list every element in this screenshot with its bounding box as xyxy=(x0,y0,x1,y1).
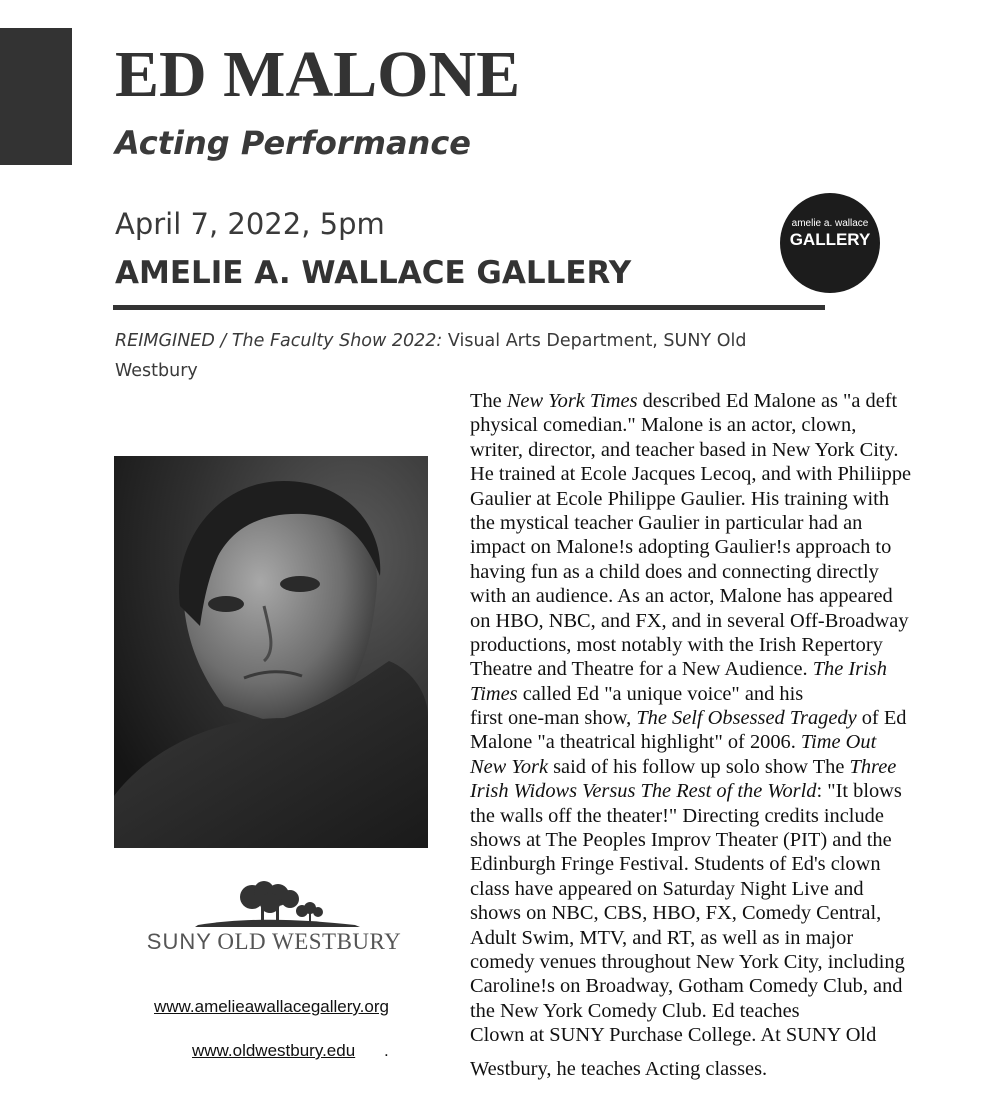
bio-text: Edinburgh Fringe Festival. Students of Ed's clown xyxy=(470,853,881,876)
gallery-logo-line2: GALLERY xyxy=(789,230,871,249)
bio-line xyxy=(470,974,950,998)
bio-line xyxy=(470,682,950,706)
bio-italic-title: The Irish xyxy=(812,658,887,681)
bio-line xyxy=(470,706,950,730)
bio-line xyxy=(470,901,950,925)
gallery-website-link[interactable]: www.amelieawallacegallery.org xyxy=(154,997,389,1016)
bio-line xyxy=(470,487,950,511)
bio-line xyxy=(470,438,950,462)
bio-text: shows at The Peoples Improv Theater (PIT) and the xyxy=(470,829,892,852)
bio-italic-title: New York xyxy=(470,755,548,778)
bio-italic-title: Three xyxy=(849,755,897,778)
bio-line xyxy=(470,535,950,559)
bio-line xyxy=(470,1057,950,1081)
bio-text: class have appeared on Saturday Night Live and xyxy=(470,877,864,900)
bio-italic-title: Times xyxy=(470,682,518,705)
bio-text: impact on Malone!s adopting Gaulier!s approach to xyxy=(470,536,892,559)
portrait-photo xyxy=(114,456,428,848)
bio-line xyxy=(470,1023,950,1047)
show-info xyxy=(115,326,815,386)
bio-text: Adult Swim, MTV, and RT, as well as in major xyxy=(470,926,854,949)
college-link-period: . xyxy=(384,1041,389,1060)
event-venue: AMELIE A. WALLACE GALLERY xyxy=(115,255,632,291)
bio-text: said of his follow up solo show The xyxy=(548,755,850,778)
bio-line xyxy=(470,755,950,779)
bio-line xyxy=(470,779,950,803)
bio-line xyxy=(470,657,950,681)
bio-italic-title: Irish Widows Versus The Rest of the World xyxy=(470,780,817,803)
bio-text: Clown at SUNY Purchase College. At SUNY Old xyxy=(470,1024,877,1047)
bio-line xyxy=(470,877,950,901)
bio-line xyxy=(470,926,950,950)
bio-line xyxy=(470,950,950,974)
bio-text: with an audience. As an actor, Malone has appeared xyxy=(470,585,893,608)
show-department: Visual Arts Department, SUNY Old Westbury xyxy=(115,331,747,381)
bio-text: the walls off the theater!" Directing credits include xyxy=(470,804,884,827)
bio-line xyxy=(470,828,950,852)
bio-line xyxy=(470,730,950,754)
bio-line xyxy=(470,413,950,437)
gallery-logo xyxy=(780,193,880,293)
bio-paragraph xyxy=(470,389,950,1081)
gallery-logo-line1: amelie a. wallace xyxy=(791,218,869,229)
bio-text: of Ed xyxy=(856,707,907,730)
bio-line xyxy=(470,389,950,413)
bio-text: comedy venues throughout New York City, including xyxy=(470,950,905,973)
bio-text: Westbury, he teaches Acting classes. xyxy=(470,1057,768,1080)
bio-text: described Ed Malone as "a deft xyxy=(637,390,898,412)
accent-bar xyxy=(0,28,72,165)
bio-text: Gaulier at Ecole Philippe Gaulier. His training with xyxy=(470,487,890,510)
bio-line xyxy=(470,560,950,584)
header-divider xyxy=(113,305,825,310)
bio-line xyxy=(470,999,950,1023)
bio-text: Theatre and Theatre for a New Audience. xyxy=(470,658,813,681)
bio-text: the New York Comedy Club. Ed teaches xyxy=(470,999,800,1022)
bio-line xyxy=(470,462,950,486)
bio-text: the mystical teacher Gaulier in particular had an xyxy=(470,511,863,534)
bio-text: : "It blows xyxy=(816,780,902,803)
bio-text: He trained at Ecole Jacques Lecoq, and with Philiippe xyxy=(470,463,912,486)
bio-text: productions, most notably with the Irish Repertory xyxy=(470,633,883,656)
bio-text: Caroline!s on Broadway, Gotham Comedy Club, and xyxy=(470,975,903,998)
bio-italic-title: The Self Obsessed Tragedy xyxy=(636,707,857,730)
bio-text: shows on NBC, CBS, HBO, FX, Comedy Central, xyxy=(470,902,882,925)
bio-line xyxy=(470,804,950,828)
bio-text: physical comedian." Malone is an actor, clown, xyxy=(470,414,857,437)
bio-text: The xyxy=(470,390,507,412)
old-westbury-text: OLD WESTBURY xyxy=(217,929,402,954)
bio-line xyxy=(470,633,950,657)
bio-line xyxy=(470,852,950,876)
bio-line xyxy=(470,511,950,535)
bio-text: having fun as a child does and connecting directly xyxy=(470,560,879,583)
show-title: REIMGINED / The Faculty Show 2022: xyxy=(115,331,443,351)
page-subtitle: Acting Performance xyxy=(115,124,471,162)
suny-wordmark xyxy=(143,928,405,956)
bio-text: on HBO, NBC, and FX, and in several Off-Broadway xyxy=(470,609,909,632)
bio-italic-title: New York Times xyxy=(506,390,638,412)
bio-line xyxy=(470,584,950,608)
bio-line xyxy=(470,609,950,633)
bio-italic-title: Time Out xyxy=(800,731,877,754)
suny-text: SUNY xyxy=(146,929,212,954)
bio-text: called Ed "a unique voice" and his xyxy=(517,682,804,705)
event-date: April 7, 2022, 5pm xyxy=(115,207,385,241)
college-website-link[interactable]: www.oldwestbury.edu xyxy=(192,1041,356,1060)
bio-text: Malone "a theatrical highlight" of 2006. xyxy=(470,731,801,754)
page-title: ED MALONE xyxy=(115,38,521,111)
bio-text: first one-man show, xyxy=(470,707,637,730)
bio-text: writer, director, and teacher based in New York City. xyxy=(470,438,899,461)
